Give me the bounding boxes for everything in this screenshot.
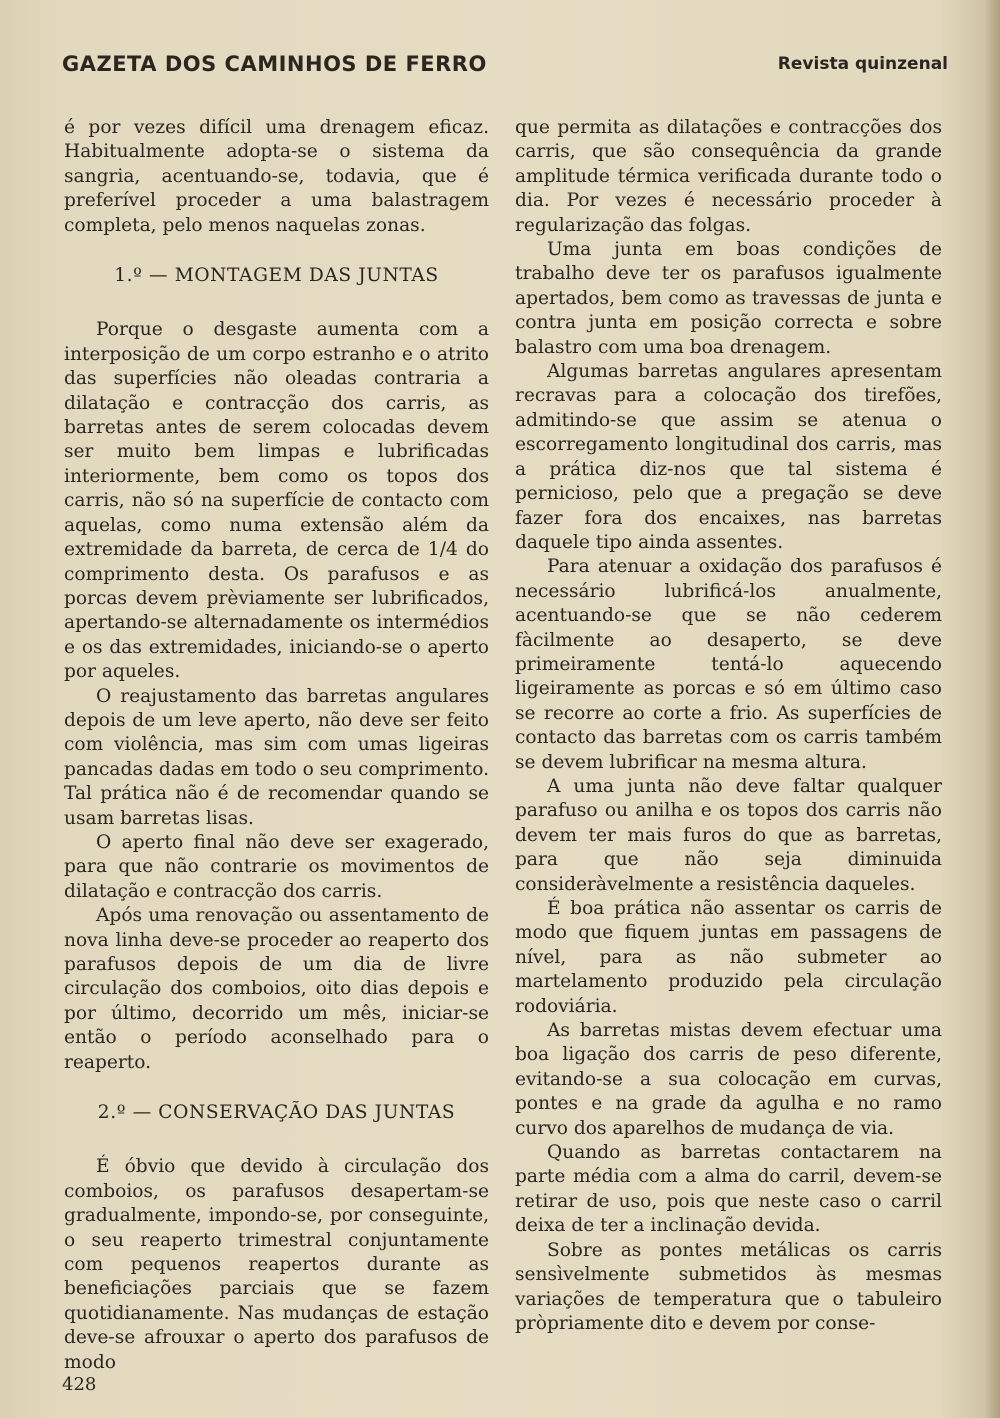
left-column <box>64 116 489 1375</box>
page-number: 428 <box>62 1374 97 1395</box>
section-heading-conservacao: 2.º — CONSERVAÇÃO DAS JUNTAS <box>97 1102 456 1124</box>
section-heading-montagem: 1.º — MONTAGEM DAS JUNTAS <box>114 265 439 287</box>
right-column <box>515 116 942 1336</box>
paragraph: O reajustamento das barretas angulares depois de um leve aperto, não deve ser feito com violência, mas sim com umas ligeiras pancadas dadas em todo o seu comprimento. Tal prática não é de recomendar quando se usam barretas lisas. <box>64 685 489 829</box>
paragraph: que permita as dilatações e contracções dos carris, que são consequência da grande amplitude térmica verificada durante todo o dia. Por vezes é necessário proceder à regularização das folgas. <box>515 117 942 236</box>
paragraph: Porque o desgaste aumenta com a interposição de um corpo estranho e o atrito das superfícies não oleadas contraria a dilatação e contracção dos carris, as barretas antes de serem colocadas devem ser muito bem limpas e lubrificadas interiormente, bem como os topos dos carris, não só na superfície de contacto com aquelas, como numa extensão além da extremidade da barreta, de cerca de 1/4 do comprimento desta. Os parafusos e as porcas devem prèviamente ser lubrificados, apertando-se alternadamente os intermédios e os das extremidades, iniciando-se o aperto por aqueles. <box>64 319 489 683</box>
paragraph: Para atenuar a oxidação dos parafusos é necessário lubrificá-los anualmente, acentuando-se que se não cederem fàcilmente ao desaperto, se deve primeiramente tentá-lo aquecendo ligeiramente as porcas e só em último caso se recorre ao corte a frio. As superfícies de contacto das barretas com os carris também se devem lubrificar na mesma altura. <box>515 556 942 773</box>
paragraph: As barretas mistas devem efectuar uma boa ligação dos carris de peso diferente, evitando-se a sua colocação em curvas, pontes e na grade da agulha e no ramo curvo dos aparelhos de mudança de via. <box>515 1020 942 1139</box>
paragraph: A uma junta não deve faltar qualquer parafuso ou anilha e os topos dos carris não devem ter mais furos do que as barretas, para que não seja diminuida consideràvelmente a resistência daqueles. <box>515 775 942 895</box>
paragraph: É boa prática não assentar os carris de modo que fiquem juntas em passagens de nível, para as não submeter ao martelamento produzido pela circulação rodoviária. <box>515 898 942 1017</box>
paragraph: Quando as barretas contactarem na parte média com a alma do carril, devem-se retirar de uso, pois que neste caso o carril deixa de ter a inclinação devida. <box>515 1142 942 1237</box>
page-edge-shadow <box>984 0 1000 1418</box>
page-header <box>62 52 948 82</box>
paragraph: O aperto final não deve ser exagerado, para que não contrarie os movimentos de dilatação e contracção dos carris. <box>64 831 489 902</box>
paragraph: É óbvio que devido à circulação dos comboios, os parafusos desapertam-se gradualmente, impondo-se, por conseguinte, o seu reaperto trimestral conjuntamente com pequenos reapertos durante as beneficiações parciais que se fazem quotidianamente. Nas mudanças de estação deve-se afrouxar o aperto dos parafusos de modo <box>64 1156 489 1373</box>
paragraph: Sobre as pontes metálicas os carris sensìvelmente submetidos às mesmas variações de temperatura que o tabuleiro pròpriamente dito e devem por conse- <box>515 1239 942 1334</box>
paragraph: Uma junta em boas condições de trabalho deve ter os parafusos igualmente apertados, bem como as travessas de junta e contra junta em posição correcta e sobre balastro com uma boa drenagem. <box>515 239 942 358</box>
paragraph: Algumas barretas angulares apresentam recravas para a colocação dos tirefões, admitindo-se que assim se atenua o escorregamento longitudinal dos carris, mas a prática diz-nos que tal sistema é pernicioso, pelo que a pregação se deve fazer fora dos encaixes, nas barretas daquele tipo ainda assentes. <box>515 361 942 553</box>
paragraph: é por vezes difícil uma drenagem eficaz. Habitualmente adopta-se o sistema da sangria, acentuando-se, todavia, que é preferível proceder a uma balastragem completa, pelo menos naquelas zonas. <box>64 117 489 236</box>
paragraph: Após uma renovação ou assentamento de nova linha deve-se proceder ao reaperto dos parafusos depois de um dia de livre circulação dos comboios, oito dias depois e por último, decorrido um mês, iniciar-se então o período aconselhado para o reaperto. <box>64 905 489 1073</box>
journal-subtitle: Revista quinzenal <box>777 54 948 74</box>
journal-title: GAZETA DOS CAMINHOS DE FERRO <box>62 52 487 76</box>
